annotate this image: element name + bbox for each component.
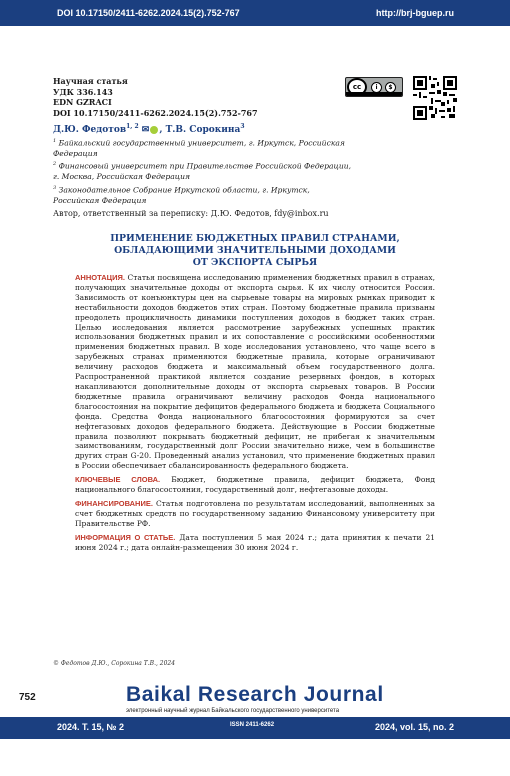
author-separator: , <box>159 125 166 135</box>
issn: ISSN 2411-6262 <box>230 722 275 728</box>
abstract <box>75 273 435 471</box>
cc-strip <box>346 92 402 96</box>
keywords <box>75 475 435 495</box>
cc-icon: cc <box>347 78 367 96</box>
title-line: ОТ ЭКСПОРТА СЫРЬЯ <box>192 257 318 268</box>
issue-ru: 2024. Т. 15, № 2 <box>57 722 125 732</box>
author-2-affil: 3 <box>240 123 245 130</box>
author-2[interactable]: Т.В. Сорокина <box>165 125 241 135</box>
cc-license-badge[interactable] <box>345 77 403 97</box>
author-1-affil: 1, 2 <box>126 123 139 130</box>
orcid-icon[interactable] <box>150 126 158 134</box>
email-icon: ✉ <box>141 125 150 135</box>
abstract-block <box>75 273 435 556</box>
qr-code-icon <box>413 76 457 120</box>
doi[interactable]: DOI 10.17150/2411-6262.2024.15(2).752-767 <box>53 107 258 118</box>
affiliation-3: $^3$ Законодательное Собрание Иркутской области, г. Иркутск, Российская Федерация <box>53 184 310 205</box>
correspondence: Автор, ответственный за переписку: Д.Ю. Федотов, fdy@inbox.ru <box>53 209 329 218</box>
journal-title: Baikal Research Journal <box>126 683 384 706</box>
funding-label: ФИНАНСИРОВАНИЕ. <box>75 498 153 508</box>
abstract-label: АННОТАЦИЯ. <box>75 273 125 282</box>
by-icon: i <box>371 82 382 93</box>
author-1[interactable]: Д.Ю. Федотов <box>53 125 127 135</box>
article-info-label: ИНФОРМАЦИЯ О СТАТЬЕ. <box>75 532 176 542</box>
udk: УДК 336.143 <box>53 86 113 97</box>
article-meta <box>53 76 258 118</box>
affiliations <box>53 136 353 206</box>
abstract-text: Статья посвящена исследованию применения бюджетных правил в странах, получающих значительные доходы от экспорта сырья. К их числу относится Россия. Зависимость от конъюнктуры цен на сырьевые товары на мировых рынках приводит к нестабильности доходов бюджетов этих стран. Поэтому бюджетные правила призваны преодолеть процикличность динамики поступления доходов в бюджет таких стран. Целью исследования является рассмотрение зарубежных успешных практик использования бюджетных правил и их сопоставление с российскими особенностями применения бюджетных правил. В ходе исследования установлено, что чаще всего в зарубежных странах применяются бюджетные правила, которые ограничивают величину расходов бюджета и максимальный объем государственного долга. Распространенной практикой является создание резервных фондов, в которых накапливаются дополнительные доходы от экспорта сырьевых товаров. В России бюджетные правила ограничивают величину расходов Фонда национального благосостояния на покрытие дефицитов федерального бюджета и бюджета Социального фонда. Средства Фонда национального благосостояния формируются за счет нефтегазовых доходов федерального бюджета. Действующие в России бюджетные правила позволяют покрывать бюджетный дефицит, не прибегая к значительным заимствованиям, государственный долг России значительно ниже, чем в большинстве других стран G-20. Проведенный анализ установил, что применение бюджетных правил в России обеспечивает сбалансированность федерального бюджета. <box>75 273 435 471</box>
journal-subtitle: электронный научный журнал Байкальского государственного университета <box>126 708 340 714</box>
affiliation-2: $^2$ Финансовый университет при Правительстве Российской Федерации, г. Москва, Российская Федерация <box>53 161 352 182</box>
keywords-text: Бюджет, бюджетные правила, дефицит бюджета, Фонд национального благосостояния, государственный долг, нефтегазовые доходы. <box>75 475 435 495</box>
article-info <box>75 533 435 553</box>
keywords-label: КЛЮЧЕВЫЕ СЛОВА. <box>75 475 161 485</box>
article-title <box>53 233 457 269</box>
article-type: Научная статья <box>53 76 128 86</box>
header-doi: DOI 10.17150/2411-6262.2024.15(2).752-767 <box>57 8 240 18</box>
nc-icon: $ <box>385 82 396 93</box>
title-line: ПРИМЕНЕНИЕ БЮДЖЕТНЫХ ПРАВИЛ СТРАНАМИ, <box>110 233 400 244</box>
authors <box>53 123 245 135</box>
page-number: 752 <box>19 692 36 703</box>
header-url-link[interactable]: http://brj-bguep.ru <box>376 8 454 18</box>
article-info-text: Дата поступления 5 мая 2024 г.; дата принятия к печати 21 июня 2024 г.; дата онлайн-размещения 30 июня 2024 г. <box>75 532 435 552</box>
funding <box>75 499 435 529</box>
affiliation-1: $^1$ Байкальский государственный университет, г. Иркутск, Российская Федерация <box>53 138 345 158</box>
issue-en: 2024, vol. 15, no. 2 <box>374 722 454 732</box>
funding-text: Статья подготовлена по результатам исследований, выполненных за счет бюджетных средств по государственному заданию Финансовому университету при Правительстве РФ. <box>75 498 436 528</box>
edn: EDN GZRACI <box>53 97 112 107</box>
copyright: © Федотов Д.Ю., Сорокина Т.В., 2024 <box>53 660 176 667</box>
title-line: ОБЛАДАЮЩИМИ ЗНАЧИТЕЛЬНЫМИ ДОХОДАМИ <box>114 245 396 256</box>
